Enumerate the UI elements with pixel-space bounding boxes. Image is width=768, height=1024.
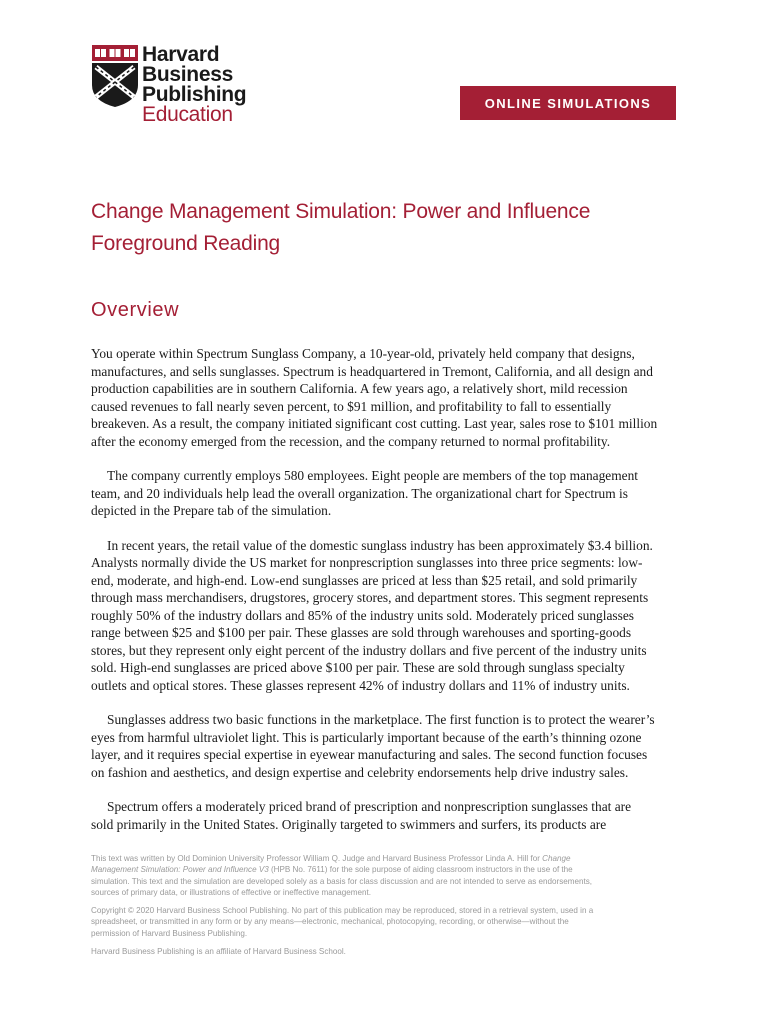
authorship-text: sources of primary data, or illustrations of effective or ineffective management.: [91, 887, 371, 897]
body-text: [91, 345, 691, 850]
text-line: roughly 50% of the industry dollars and 85% of the industry units sold. Moderately priced sunglasses: [91, 607, 634, 623]
text-line: depicted in the Prepare tab of the simulation.: [91, 503, 332, 518]
text-line: layer, and it requires special expertise in eyewear manufacturing and sales. The second function focuses: [91, 747, 648, 762]
paragraph: [91, 467, 691, 520]
title-line-1: Change Management Simulation: Power and Influence: [91, 200, 591, 223]
text-line: production capabilities are in southern California. A few years ago, a relatively short, mild recession: [91, 381, 628, 396]
text-line: end, moderate, and high-end. Low-end sunglasses are priced at less than $25 retail, and sold primarily: [91, 572, 638, 588]
affiliate-text: Harvard Business Publishing is an affiliate of Harvard Business School.: [91, 947, 346, 957]
text-line: team, and 20 individuals help lead the overall organization. The organizational chart for Spectrum is: [91, 485, 628, 501]
online-simulations-banner: ONLINE SIMULATIONS: [460, 86, 676, 120]
text-line: eyes from harmful ultraviolet light. This is particularly important because of the earth’s thinning ozone: [91, 729, 642, 745]
affiliate-note: [91, 946, 681, 957]
text-line: breakeven. As a result, the company initiated significant cost cutting. Last year, sales rose to $101 million: [91, 416, 658, 431]
section-heading-overview: Overview: [91, 299, 180, 321]
copyright-text: spreadsheet, or transmitted in any form or by any means—electronic, mechanical, photocopying, recording, or otherwise—without the: [91, 917, 569, 927]
text-line: The company currently employs 580 employees. Eight people are members of the top management: [107, 468, 638, 483]
authorship-text: This text was written by Old Dominion University Professor William Q. Judge and Harvard Business Professor Linda A. Hill for: [91, 854, 543, 863]
paragraph: [91, 345, 691, 450]
text-line: stores, but they represent only eight percent of the industry dollars and five percent of the industry units: [91, 642, 647, 658]
text-line: In recent years, the retail value of the domestic sunglass industry has been approximately $3.4 billion.: [107, 537, 653, 553]
text-line: sold primarily in the United States. Originally targeted to swimmers and surfers, its products are: [91, 816, 607, 832]
harvard-shield-icon: [92, 45, 138, 107]
text-line: after the economy emerged from the recession, and the company returned to normal profitability.: [91, 433, 611, 449]
logo-line-harvard: Harvard: [142, 43, 220, 66]
text-line: caused revenues to fall nearly seven percent, to $91 million, and profitability to fall to essentially: [91, 398, 612, 414]
authorship-note: [91, 853, 681, 898]
text-line: sold. High-end sunglasses are priced above $100 per pair. These are sold through sunglass specialty: [91, 660, 625, 675]
authorship-italic-title: Change: [542, 854, 571, 863]
authorship-text: simulation. This text and the simulation are developed solely as a basis for class discussion and are not intended to serve as endorsements,: [91, 876, 593, 886]
title-line-2: Foreground Reading: [91, 232, 281, 255]
paragraph: [91, 798, 691, 833]
logo-line-education: Education: [142, 103, 233, 126]
text-line: on fashion and aesthetics, and design expertise and celebrity endorsements help drive industry sales.: [91, 764, 629, 780]
text-line: manufactures, and sells sunglasses. Spectrum is headquartered in Tremont, California, and all design and: [91, 363, 653, 379]
text-line: You operate within Spectrum Sunglass Company, a 10-year-old, privately held company that designs,: [91, 346, 635, 361]
footnote: [91, 853, 681, 964]
copyright-note: [91, 905, 681, 939]
logo-line-business: Business: [142, 63, 233, 86]
text-line: Spectrum offers a moderately priced brand of prescription and nonprescription sunglasses that are: [107, 799, 632, 814]
text-line: Analysts normally divide the US market for nonprescription sunglasses into three price segments: low-: [91, 555, 643, 570]
paragraph: [91, 711, 691, 781]
paragraph: [91, 537, 691, 695]
text-line: range between $25 and $100 per pair. These glasses are sold through warehouses and sporting-goods: [91, 625, 632, 640]
authorship-text: (HPB No. 7611) for the sole purpose of aiding classroom instructors in the use of the: [268, 865, 573, 875]
copyright-text: Copyright © 2020 Harvard Business School Publishing. No part of this publication may be reproduced, stored in a retrieval system, used in a: [91, 906, 594, 916]
text-line: outlets and optical stores. These glasses represent 42% of industry dollars and 11% of industry units.: [91, 677, 630, 693]
logo-line-publishing: Publishing: [142, 83, 247, 106]
copyright-text: permission of Harvard Business Publishing.: [91, 928, 248, 938]
authorship-italic-title: Management Simulation: Power and Influence V3: [91, 865, 269, 875]
text-line: through mass merchandisers, drugstores, grocery stores, and department stores. This segment represents: [91, 590, 649, 605]
text-line: Sunglasses address two basic functions in the marketplace. The first function is to protect the wearer’s: [107, 712, 655, 727]
document-title: [91, 196, 691, 260]
